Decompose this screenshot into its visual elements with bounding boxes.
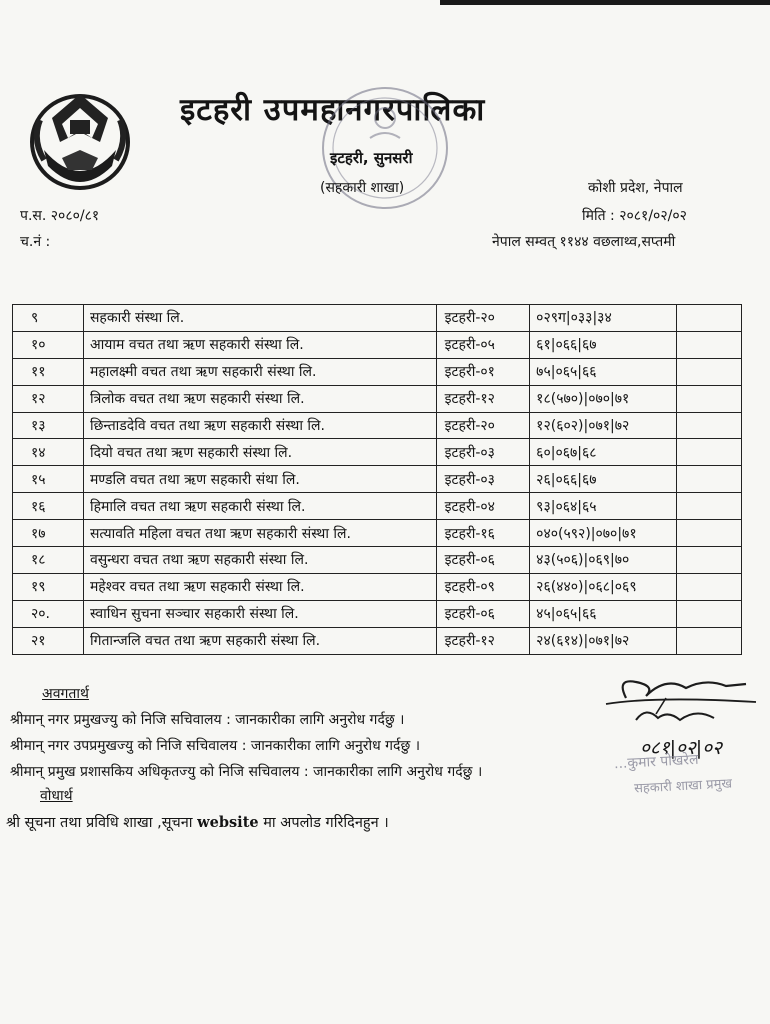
- registration-number: २६|०६६|६७: [530, 466, 677, 493]
- row-number: १५: [13, 466, 84, 493]
- fiscal-year: प.स. २०८०/८१: [20, 208, 100, 224]
- row-number: १२: [13, 385, 84, 412]
- registration-number: १८(५७०)|०७०|७१: [530, 385, 677, 412]
- ward-name: इटहरी-१६: [436, 520, 530, 547]
- registration-number: २६(४४०)|०६८|०६९: [530, 573, 677, 600]
- table-row: [13, 331, 742, 358]
- registration-number: ४५|०६५|६६: [530, 600, 677, 627]
- officer-title-stamp: सहकारी शाखा प्रमुख: [633, 776, 733, 797]
- cc-heading: अवगतार्थ: [42, 686, 89, 702]
- ward-name: इटहरी-१२: [436, 627, 530, 654]
- table-row: [13, 385, 742, 412]
- cooperative-name: दियो वचत तथा ऋण सहकारी संस्था लि.: [83, 439, 436, 466]
- cooperative-name: वसुन्धरा वचत तथा ऋण सहकारी संस्था लि.: [83, 547, 436, 574]
- ward-name: इटहरी-०३: [436, 466, 530, 493]
- table-row: [13, 412, 742, 439]
- cooperative-name: सत्यावति महिला वचत तथा ऋण सहकारी संस्था लि.: [83, 520, 436, 547]
- registration-number: ६०|०६७|६८: [530, 439, 677, 466]
- cooperative-name: मण्डलि वचत तथा ऋण सहकारी संथा लि.: [83, 466, 436, 493]
- province-name: कोशी प्रदेश, नेपाल: [588, 180, 683, 196]
- reference-number: च.नं :: [20, 234, 51, 250]
- empty-cell: [677, 600, 742, 627]
- row-number: २०.: [13, 600, 84, 627]
- nepal-emblem-icon: [22, 80, 138, 196]
- ward-name: इटहरी-०३: [436, 439, 530, 466]
- empty-cell: [677, 358, 742, 385]
- info-line: [6, 812, 389, 832]
- cooperative-name: स्वाधिन सुचना सञ्चार सहकारी संस्था लि.: [83, 600, 436, 627]
- row-number: १८: [13, 547, 84, 574]
- location-subtitle: इटहरी, सुनसरी: [330, 149, 413, 167]
- cooperative-name: महेश्वर वचत तथा ऋण सहकारी संस्था लि.: [83, 573, 436, 600]
- ward-name: इटहरी-०५: [436, 331, 530, 358]
- signature-date: ०८१|०२|०२: [640, 737, 722, 759]
- registration-number: १२(६०२)|०७१|७२: [530, 412, 677, 439]
- letter-date: मिति : २०८१/०२/०२: [582, 208, 687, 224]
- empty-cell: [677, 547, 742, 574]
- scan-edge-shadow: [440, 0, 770, 5]
- table-row: [13, 600, 742, 627]
- officer-name-stamp: ...कुमार पोखरेल: [613, 751, 699, 773]
- ward-name: इटहरी-०६: [436, 547, 530, 574]
- cc-line: श्रीमान् नगर प्रमुखज्यु को निजि सचिवालय : जानकारीका लागि अनुरोध गर्दछु ।: [10, 712, 405, 728]
- empty-cell: [677, 385, 742, 412]
- table-row: [13, 305, 742, 332]
- table-row: [13, 439, 742, 466]
- table-row: [13, 547, 742, 574]
- cooperative-name: आयाम वचत तथा ऋण सहकारी संस्था लि.: [83, 331, 436, 358]
- info-line-prefix: श्री सूचना तथा प्रविधि शाखा ,सूचना: [6, 815, 198, 831]
- municipality-title: इटहरी उपमहानगरपालिका: [180, 92, 486, 128]
- cooperative-name: सहकारी संस्था लि.: [83, 305, 436, 332]
- table-row: [13, 358, 742, 385]
- row-number: २१: [13, 627, 84, 654]
- nepal-sambat-date: नेपाल सम्वत् ११४४ वछलाथ्व,सप्तमी: [492, 234, 676, 250]
- registration-number: ४३(५०६)|०६९|७०: [530, 547, 677, 574]
- table-row: [13, 493, 742, 520]
- row-number: ९: [13, 305, 84, 332]
- empty-cell: [677, 627, 742, 654]
- ward-name: इटहरी-०४: [436, 493, 530, 520]
- registration-number: ०२९ग|०३३|३४: [530, 305, 677, 332]
- ward-name: इटहरी-१२: [436, 385, 530, 412]
- empty-cell: [677, 520, 742, 547]
- cooperative-name: छिन्ताडदेवि वचत तथा ऋण सहकारी संस्था लि.: [83, 412, 436, 439]
- empty-cell: [677, 466, 742, 493]
- row-number: १७: [13, 520, 84, 547]
- cooperative-name: गितान्जलि वचत तथा ऋण सहकारी संस्था लि.: [83, 627, 436, 654]
- empty-cell: [677, 331, 742, 358]
- ward-name: इटहरी-०६: [436, 600, 530, 627]
- registration-number: ९३|०६४|६५: [530, 493, 677, 520]
- empty-cell: [677, 493, 742, 520]
- section-name: (सहकारी शाखा): [320, 180, 405, 196]
- empty-cell: [677, 439, 742, 466]
- table-row: [13, 573, 742, 600]
- ward-name: इटहरी-०९: [436, 573, 530, 600]
- row-number: १०: [13, 331, 84, 358]
- row-number: १६: [13, 493, 84, 520]
- info-line-website: website: [197, 814, 259, 831]
- info-heading: वोधार्थ: [40, 788, 73, 804]
- cooperative-name: महालक्ष्मी वचत तथा ऋण सहकारी संस्था लि.: [83, 358, 436, 385]
- cooperative-name: हिमालि वचत तथा ऋण सहकारी संस्था लि.: [83, 493, 436, 520]
- cooperatives-table: [12, 304, 742, 655]
- empty-cell: [677, 573, 742, 600]
- row-number: १९: [13, 573, 84, 600]
- cc-line: श्रीमान् नगर उपप्रमुखज्यु को निजि सचिवालय : जानकारीका लागि अनुरोध गर्दछु ।: [10, 738, 421, 754]
- table-row: [13, 520, 742, 547]
- cc-line: श्रीमान् प्रमुख प्रशासकिय अधिकृतज्यु को निजि सचिवालय : जानकारीका लागि अनुरोध गर्दछु ।: [10, 764, 483, 780]
- info-line-suffix: मा अपलोड गरिदिनहुन ।: [258, 815, 389, 831]
- empty-cell: [677, 412, 742, 439]
- registration-number: ६१|०६६|६७: [530, 331, 677, 358]
- table-row: [13, 627, 742, 654]
- ward-name: इटहरी-२०: [436, 412, 530, 439]
- empty-cell: [677, 305, 742, 332]
- registration-number: २४(६१४)|०७१|७२: [530, 627, 677, 654]
- registration-number: ०४०(५९२)|०७०|७१: [530, 520, 677, 547]
- table-row: [13, 466, 742, 493]
- registration-number: ७५|०६५|६६: [530, 358, 677, 385]
- ward-name: इटहरी-२०: [436, 305, 530, 332]
- row-number: ११: [13, 358, 84, 385]
- row-number: १३: [13, 412, 84, 439]
- cooperative-name: त्रिलोक वचत तथा ऋण सहकारी संस्था लि.: [83, 385, 436, 412]
- row-number: १४: [13, 439, 84, 466]
- ward-name: इटहरी-०१: [436, 358, 530, 385]
